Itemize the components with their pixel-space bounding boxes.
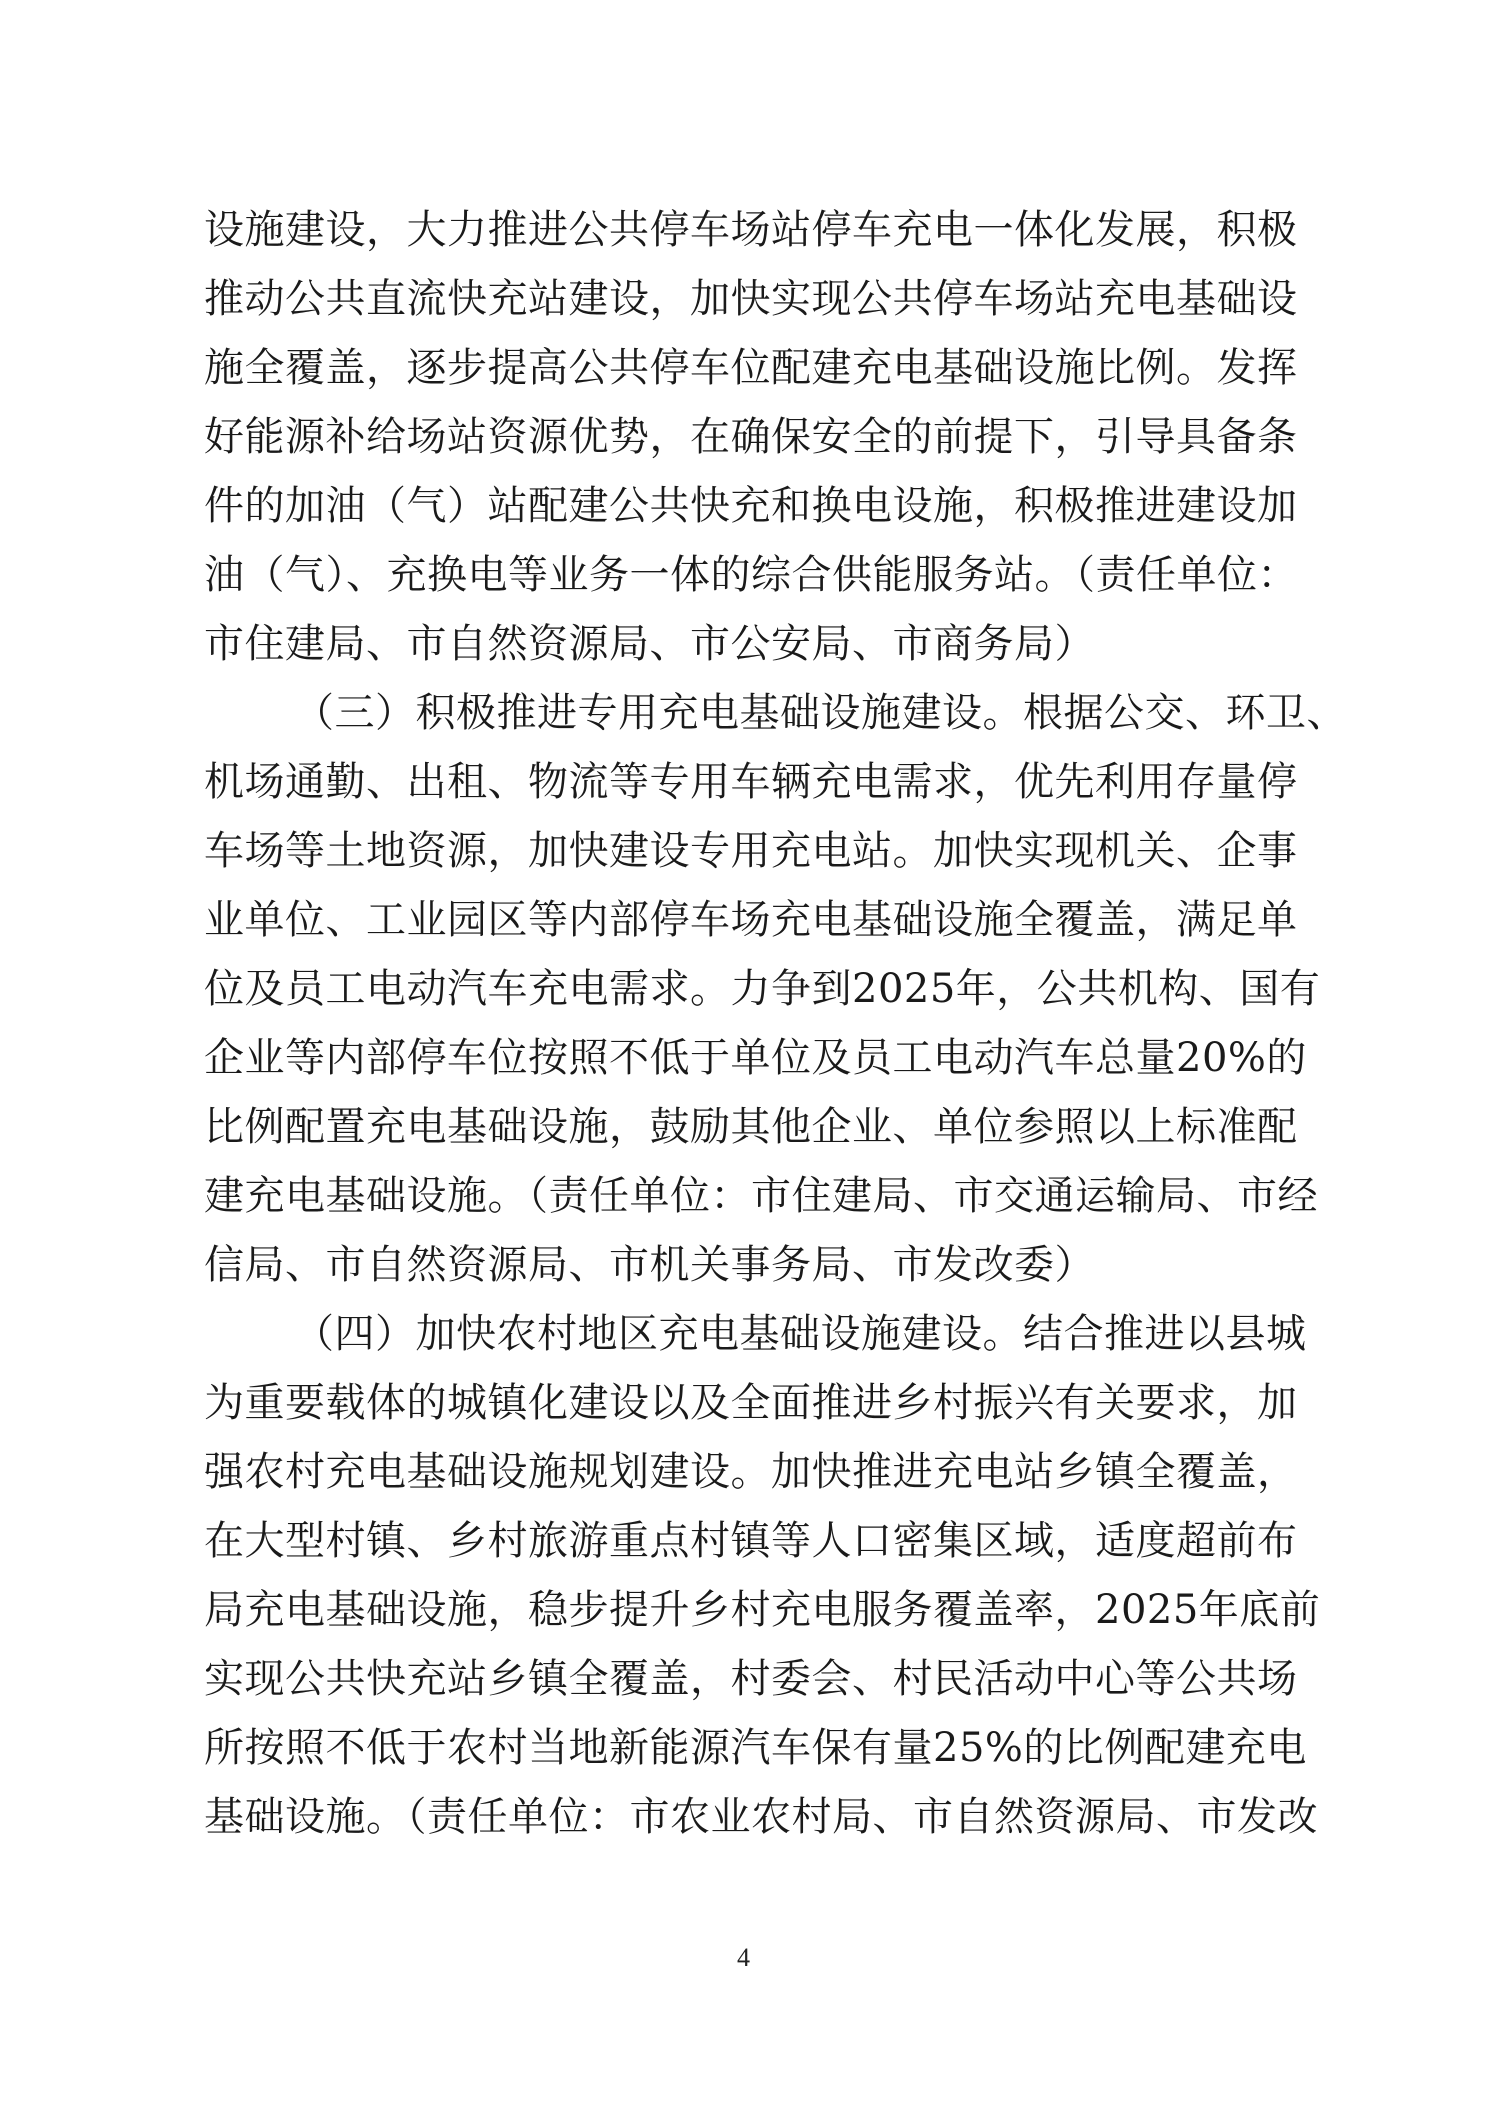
text-line: 企业等内部停车位按照不低于单位及员工电动汽车总量20%的 — [204, 1035, 1307, 1081]
text-line: 设施建设，大力推进公共停车场站停车充电一体化发展，积极 — [204, 207, 1298, 253]
text-line: 油（气）、充换电等业务一体的综合供能服务站。（责任单位： — [204, 552, 1298, 598]
text-line: 所按照不低于农村当地新能源汽车保有量25%的比例配建充电 — [204, 1725, 1307, 1771]
text-line: 强农村充电基础设施规划建设。加快推进充电站乡镇全覆盖， — [204, 1449, 1298, 1495]
text-line: 局充电基础设施，稳步提升乡村充电服务覆盖率，2025年底前 — [204, 1587, 1321, 1633]
text-line: 推动公共直流快充站建设，加快实现公共停车场站充电基础设 — [204, 276, 1298, 322]
page-number: 4 — [737, 1943, 750, 1972]
text-line: 施全覆盖，逐步提高公共停车位配建充电基础设施比例。发挥 — [204, 345, 1298, 391]
text-line: 为重要载体的城镇化建设以及全面推进乡村振兴有关要求，加 — [204, 1380, 1298, 1426]
text-line: 比例配置充电基础设施，鼓励其他企业、单位参照以上标准配 — [204, 1104, 1298, 1150]
text-line: 好能源补给场站资源优势，在确保安全的前提下，引导具备条 — [204, 414, 1298, 460]
text-line: 业单位、工业园区等内部停车场充电基础设施全覆盖，满足单 — [204, 897, 1298, 943]
text-line: 基础设施。（责任单位：市农业农村局、市自然资源局、市发改 — [204, 1794, 1318, 1840]
text-line: 建充电基础设施。（责任单位：市住建局、市交通运输局、市经 — [204, 1173, 1318, 1219]
text-line: 市住建局、市自然资源局、市公安局、市商务局） — [204, 621, 1095, 667]
section-heading-line: （四）加快农村地区充电基础设施建设。结合推进以县城 — [294, 1311, 1307, 1357]
section-heading-line: （三）积极推进专用充电基础设施建设。根据公交、环卫、 — [294, 690, 1347, 736]
text-line: 件的加油（气）站配建公共快充和换电设施，积极推进建设加 — [204, 483, 1298, 529]
text-line: 位及员工电动汽车充电需求。力争到2025年，公共机构、国有 — [204, 966, 1321, 1012]
text-line: 实现公共快充站乡镇全覆盖，村委会、村民活动中心等公共场 — [204, 1656, 1298, 1702]
text-line: 在大型村镇、乡村旅游重点村镇等人口密集区域，适度超前布 — [204, 1518, 1298, 1564]
text-line: 车场等土地资源，加快建设专用充电站。加快实现机关、企事 — [204, 828, 1298, 874]
text-line: 信局、市自然资源局、市机关事务局、市发改委） — [204, 1242, 1095, 1288]
text-line: 机场通勤、出租、物流等专用车辆充电需求，优先利用存量停 — [204, 759, 1298, 805]
